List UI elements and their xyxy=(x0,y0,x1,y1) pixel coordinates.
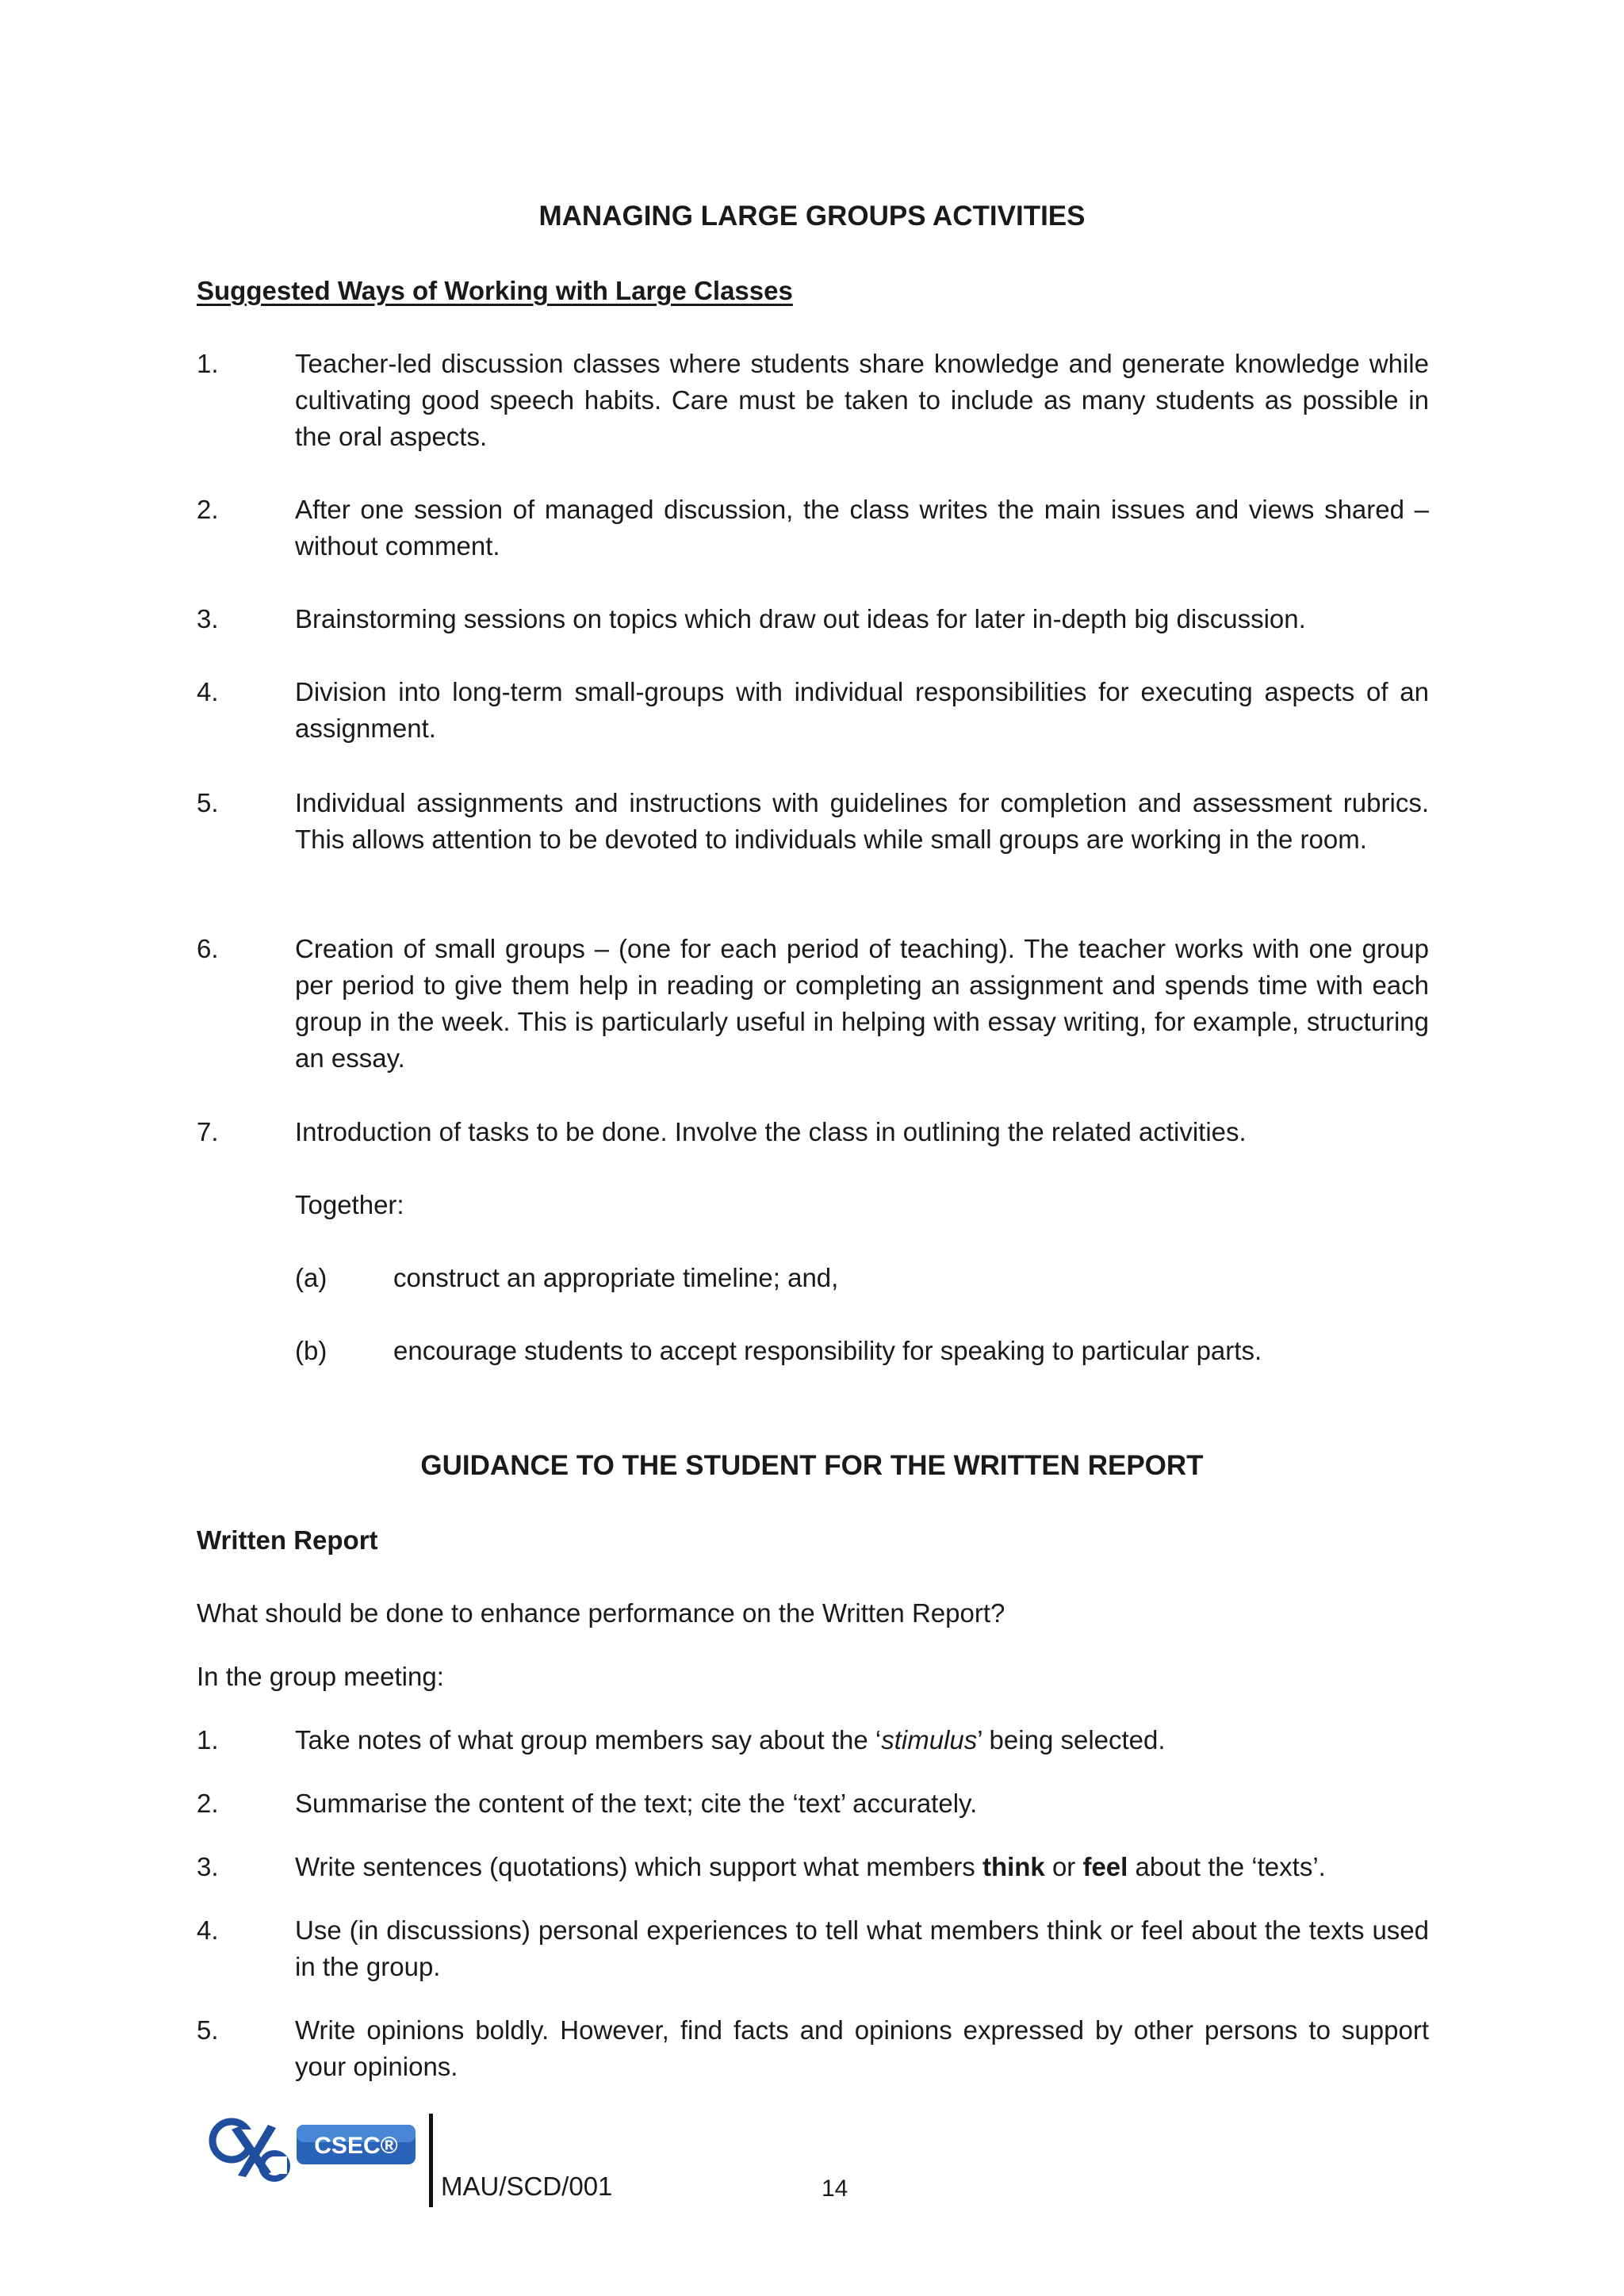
bold-think: think xyxy=(982,1852,1045,1881)
document-code: MAU/SCD/001 xyxy=(441,2172,613,2201)
list-item-number: 2. xyxy=(197,1789,219,1818)
footer-divider xyxy=(429,2114,433,2207)
section-heading-managing-large-groups: MANAGING LARGE GROUPS ACTIVITIES xyxy=(538,201,1086,232)
sub-list-item-text: encourage students to accept responsibility for speaking to particular parts. xyxy=(393,1336,1262,1365)
emphasis-stimulus: stimulus xyxy=(881,1725,978,1755)
list-item-number: 4. xyxy=(197,1915,219,1945)
list-item-text: Individual assignments and instructions with guidelines for completion and assessment rubrics. This allows attention to be devoted to individuals while small groups are working in the room. xyxy=(295,788,1429,854)
section-heading-guidance-written-report: GUIDANCE TO THE STUDENT FOR THE WRITTEN REPORT xyxy=(420,1450,1204,1481)
list-item-number: 2. xyxy=(197,495,219,524)
together-label: Together: xyxy=(295,1190,404,1219)
list-item-text: Write opinions boldly. However, find facts and opinions expressed by other persons to support your opinions. xyxy=(295,2015,1429,2081)
list-item-text: Use (in discussions) personal experiences to tell what members think or feel about the texts used in the group. xyxy=(295,1915,1429,1981)
list-item-number: 1. xyxy=(197,349,219,378)
list-item-number: 5. xyxy=(197,2015,219,2045)
list-item-text: Teacher-led discussion classes where students share knowledge and generate knowledge while cultivating good speech habits. Care must be taken to include as many students as possible in the oral aspects. xyxy=(295,349,1429,451)
bold-feel: feel xyxy=(1082,1852,1128,1881)
intro-paragraph: In the group meeting: xyxy=(197,1662,444,1691)
cxc-csec-logo xyxy=(208,2109,417,2185)
sub-list-item-letter: (b) xyxy=(295,1336,327,1365)
list-item-text: Division into long-term small-groups with individual responsibilities for executing aspects of an assignment. xyxy=(295,677,1429,743)
list-item-number: 3. xyxy=(197,604,219,633)
list-item-number: 4. xyxy=(197,677,219,706)
subheading-written-report: Written Report xyxy=(197,1525,378,1555)
list-item-number: 3. xyxy=(197,1852,219,1881)
list-item-text: After one session of managed discussion, the class writes the main issues and views shared – without comment. xyxy=(295,495,1429,561)
subheading-suggested-ways: Suggested Ways of Working with Large Classes xyxy=(197,276,793,305)
sub-list-item-letter: (a) xyxy=(295,1263,327,1292)
list-item-text: Introduction of tasks to be done. Involve the class in outlining the related activities. xyxy=(295,1117,1247,1146)
list-item-number: 1. xyxy=(197,1725,219,1755)
page-number: 14 xyxy=(822,2175,848,2202)
list-item-text: Write sentences (quotations) which support what members think or feel about the ‘texts’. xyxy=(295,1852,1326,1881)
sub-list-item-text: construct an appropriate timeline; and, xyxy=(393,1263,839,1292)
list-item-text: Summarise the content of the text; cite the ‘text’ accurately. xyxy=(295,1789,978,1818)
list-item-number: 6. xyxy=(197,934,219,963)
list-item-text: Creation of small groups – (one for each period of teaching). The teacher works with one group per period to give them help in reading or completing an assignment and spends time with each group in the week. This is particularly useful in helping with essay writing, for example, structuring an essay. xyxy=(295,934,1429,1073)
list-item-number: 7. xyxy=(197,1117,219,1146)
logo-csec-text: CSEC® xyxy=(314,2133,398,2159)
list-item-text: Take notes of what group members say about the ‘stimulus’ being selected. xyxy=(295,1725,1166,1755)
question-paragraph: What should be done to enhance performance on the Written Report? xyxy=(197,1598,1005,1628)
list-item-number: 5. xyxy=(197,788,219,817)
list-item-text: Brainstorming sessions on topics which draw out ideas for later in-depth big discussion. xyxy=(295,604,1306,633)
